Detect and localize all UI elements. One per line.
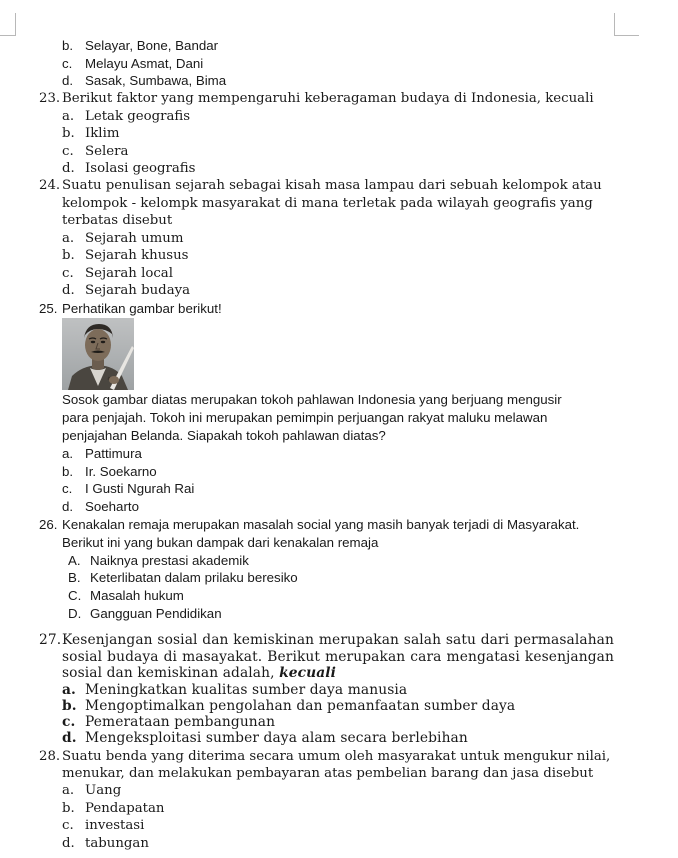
q25-question-line-2: para penjajah. Tokoh ini merupakan pemimpin perjuangan rakyat maluku melawan xyxy=(62,410,548,425)
page-corner-mark-left xyxy=(0,13,16,36)
hero-portrait-image xyxy=(62,318,134,390)
q23-option-b: b. Iklim xyxy=(62,126,120,141)
q25-option-b: b. Ir. Soekarno xyxy=(62,464,157,479)
q24-option-d: d. Sejarah budaya xyxy=(62,283,191,298)
q25-number: 25. xyxy=(39,301,58,316)
q22-option-d: d. Sasak, Sumbawa, Bima xyxy=(62,73,227,88)
q24-question-line-3: terbatas disebut xyxy=(62,213,173,228)
q23-option-c: c. Selera xyxy=(62,144,129,159)
q22-option-b: b. Selayar, Bone, Bandar xyxy=(62,38,219,53)
q25-option-c: c. I Gusti Ngurah Rai xyxy=(62,481,195,496)
q28-option-a: a. Uang xyxy=(62,783,122,798)
q26-option-b: B. Keterlibatan dalam prilaku beresiko xyxy=(68,570,298,585)
q25-option-a: a. Pattimura xyxy=(62,446,142,461)
page-corner-mark-right xyxy=(614,13,639,36)
q27-option-a: a. Meningkatkan kualitas sumber daya manusia xyxy=(62,682,408,698)
q28-option-b: b. Pendapatan xyxy=(62,801,165,816)
q27-option-c: c. Pemerataan pembangunan xyxy=(62,714,276,730)
q28-option-c: c. investasi xyxy=(62,818,145,833)
q27-option-d: d. Mengeksploitasi sumber daya alam secara berlebihan xyxy=(62,730,468,746)
q24-option-b: b. Sejarah khusus xyxy=(62,248,189,263)
q24-option-c: c. Sejarah local xyxy=(62,266,173,281)
q25-question-line-3: penjajahan Belanda. Siapakah tokoh pahlawan diatas? xyxy=(62,428,386,443)
q26-option-a: A. Naiknya prestasi akademik xyxy=(68,553,249,568)
q27-number: 27. xyxy=(39,632,62,648)
q28-question-line-1: Suatu benda yang diterima secara umum oleh masyarakat untuk mengukur nilai, xyxy=(62,749,611,764)
q25-intro: Perhatikan gambar berikut! xyxy=(62,301,222,316)
q28-number: 28. xyxy=(39,749,61,764)
q22-option-c: c. Melayu Asmat, Dani xyxy=(62,56,204,71)
q26-question-line-1: Kenakalan remaja merupakan masalah social yang masih banyak terjadi di Masyarakat. xyxy=(62,517,580,532)
q24-question-line-2: kelompok - kelompk masyarakat di mana terletak pada wilayah geografis yang xyxy=(62,196,593,211)
q27-emphasis: kecuali xyxy=(279,665,336,681)
q28-option-d: d. tabungan xyxy=(62,836,149,851)
q26-option-c: C. Masalah hukum xyxy=(68,588,184,603)
q26-number: 26. xyxy=(39,517,58,532)
q23-option-a: a. Letak geografis xyxy=(62,109,191,124)
q24-question-line-1: Suatu penulisan sejarah sebagai kisah masa lampau dari sebuah kelompok atau xyxy=(62,178,602,193)
q25-option-d: d. Soeharto xyxy=(62,499,139,514)
q27-option-b: b. Mengoptimalkan pengolahan dan pemanfaatan sumber daya xyxy=(62,698,516,714)
q25-question-line-1: Sosok gambar diatas merupakan tokoh pahlawan Indonesia yang berjuang mengusir xyxy=(62,392,562,407)
q24-option-a: a. Sejarah umum xyxy=(62,231,184,246)
q23-option-d: d. Isolasi geografis xyxy=(62,161,196,176)
q24-number: 24. xyxy=(39,178,61,193)
q23-number: 23. xyxy=(39,91,61,106)
q23-question: Berikut faktor yang mempengaruhi keberagaman budaya di Indonesia, kecuali xyxy=(62,91,594,106)
q28-question-line-2: menukar, dan melakukan pembayaran atas pembelian barang dan jasa disebut xyxy=(62,766,594,781)
q26-question-line-2: Berikut ini yang bukan dampak dari kenakalan remaja xyxy=(62,535,379,550)
q27-question-line-1: Kesenjangan sosial dan kemiskinan merupakan salah satu dari permasalahan xyxy=(62,632,614,648)
q26-option-d: D. Gangguan Pendidikan xyxy=(68,606,222,621)
q27-question-line-2: sosial budaya di masayakat. Berikut merupakan cara mengatasi kesenjangan xyxy=(62,649,614,665)
q27-question-line-3: sosial dan kemiskinan adalah, kecuali xyxy=(62,665,336,681)
